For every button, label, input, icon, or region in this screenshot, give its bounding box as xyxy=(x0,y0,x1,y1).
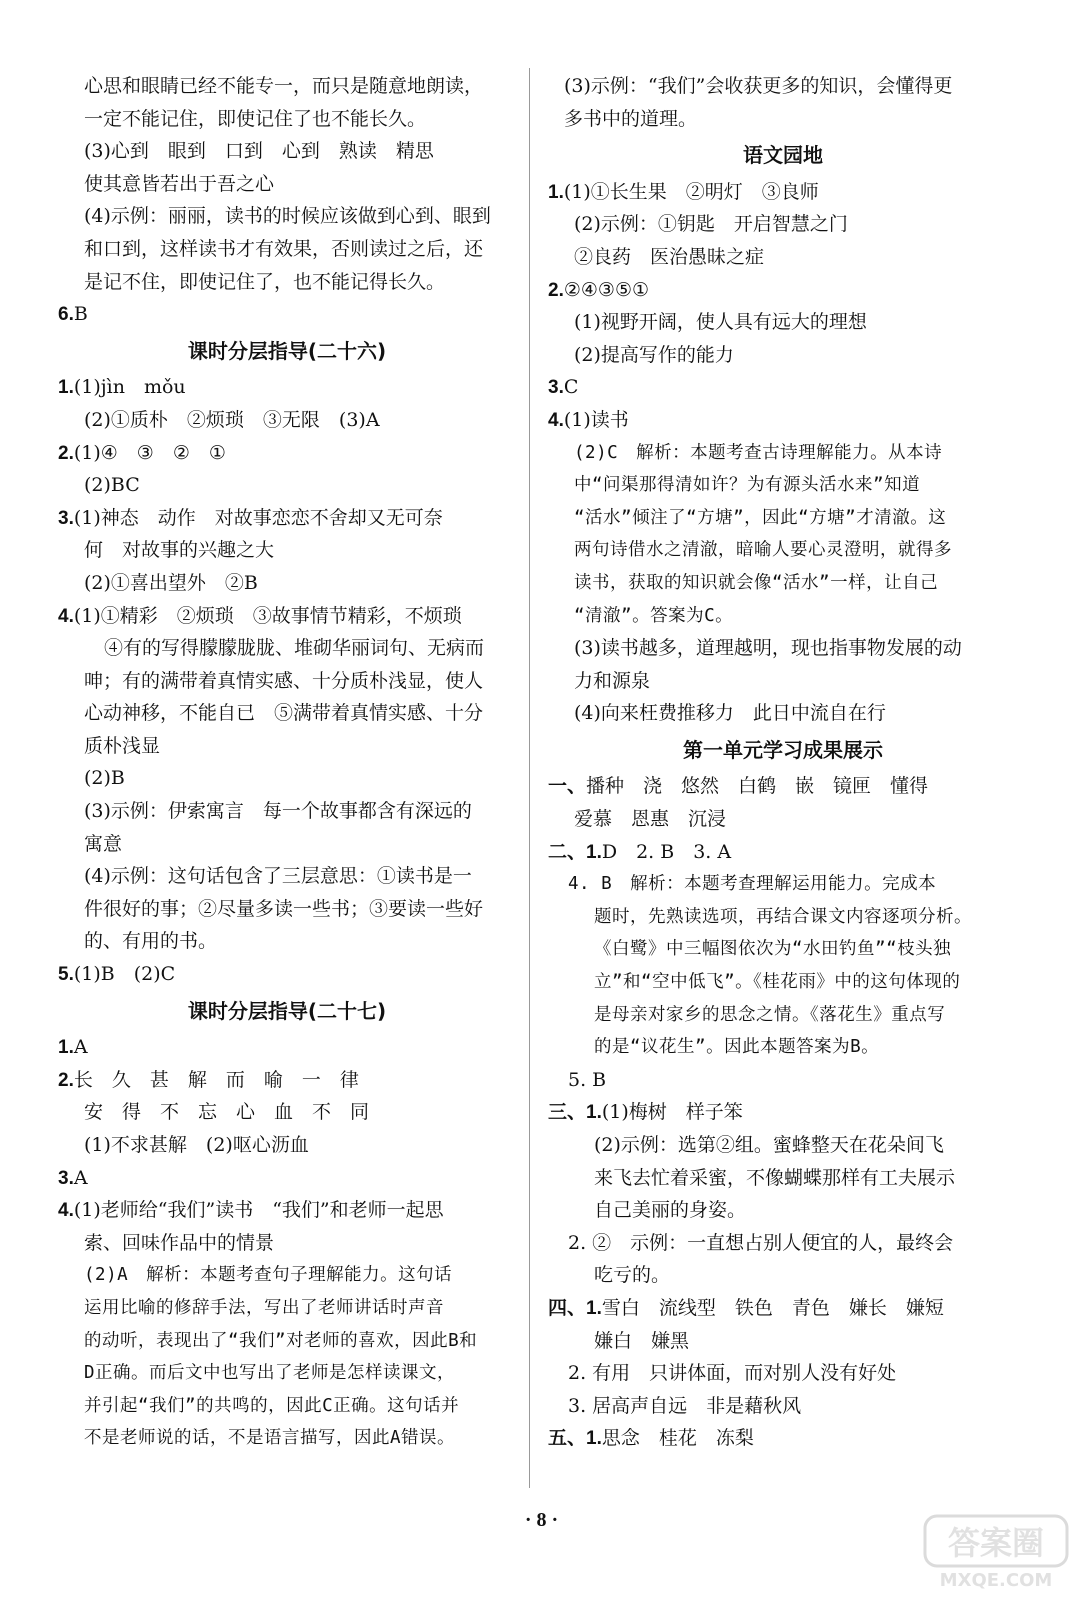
answer-text: 立”和“空中低飞”。《桂花雨》中的这句体现的 xyxy=(594,972,961,993)
answer-item xyxy=(548,371,1018,404)
answer-text: 呻；有的满带着真情实感、十分质朴浅显，使人 xyxy=(84,669,484,692)
answer-text: 是母亲对家乡的思念之情。《落花生》重点写 xyxy=(594,1004,946,1025)
answer-text: (1)视野开阔，使人具有远大的理想 xyxy=(574,311,867,334)
answer-line xyxy=(58,1259,516,1292)
answer-text: (3)示例：伊索寓言 每一个故事都含有深远的 xyxy=(84,800,472,823)
answer-text: (1)读书 xyxy=(563,408,629,431)
answer-text: (2)C 解析：本题考查古诗理解能力。从本诗 xyxy=(574,442,943,463)
answer-line xyxy=(58,1422,516,1455)
answer-line xyxy=(58,1227,516,1260)
answer-line xyxy=(58,135,516,168)
item-number: 1. xyxy=(58,1037,74,1059)
answer-text: 《白鹭》中三幅图依次为“水田钓鱼”“枝头独 xyxy=(594,939,952,960)
item-number: 3. xyxy=(58,1167,74,1189)
answer-text: (2)A 解析：本题考查句子理解能力。这句话 xyxy=(84,1265,453,1286)
answer-item xyxy=(548,770,1018,803)
answer-text: (1)①精彩 ②烦琐 ③故事情节精彩，不烦琐 xyxy=(73,604,462,627)
answer-item xyxy=(548,176,1018,209)
answer-line xyxy=(548,999,1018,1032)
answer-text: (2)提高写作的能力 xyxy=(574,343,734,366)
answer-text: (2)①质朴 ②烦琐 ③无限 (3)A xyxy=(84,408,380,431)
answer-text: 3. 居高声自远 非是藉秋风 xyxy=(568,1394,802,1417)
answer-text: 读书，获取的知识就会像“活水”一样，让自己 xyxy=(574,572,939,593)
answer-text: 并引起“我们”的共鸣的，因此C正确。这句话并 xyxy=(84,1395,460,1416)
answer-line xyxy=(548,502,1018,535)
answer-line xyxy=(58,795,516,828)
answer-item xyxy=(58,600,516,633)
item-number: 4. xyxy=(548,409,564,431)
answer-line xyxy=(58,893,516,926)
answer-text: 吃亏的。 xyxy=(594,1264,671,1287)
answer-text: (1)不求甚解 (2)呕心沥血 xyxy=(84,1134,309,1156)
answer-text: 运用比喻的修辞手法，写出了老师讲话时声音 xyxy=(84,1297,444,1318)
answer-text: 力和源泉 xyxy=(574,669,651,692)
answer-line xyxy=(548,103,1018,136)
answer-text: (2)示例：选第②组。蜜蜂整天在花朵间飞 xyxy=(594,1134,944,1156)
answer-text: 中“问渠那得清如许？为有源头活水来”知道 xyxy=(574,475,921,496)
answer-text: A xyxy=(73,1036,88,1059)
answer-text: 两句诗借水之清澈，暗喻人要心灵澄明，就得多 xyxy=(574,540,952,561)
answer-item xyxy=(548,1096,1018,1129)
answer-text: (2)BC xyxy=(84,474,140,497)
answer-item xyxy=(548,1292,1018,1325)
answer-text: 和口到，这样读书才有效果，否则读过之后，还 xyxy=(84,237,484,260)
answer-item xyxy=(58,437,516,470)
answer-text: 嫌白 嫌黑 xyxy=(594,1329,690,1352)
answer-line xyxy=(58,828,516,861)
answer-line xyxy=(548,339,1018,372)
answer-text: 一定不能记住，即使记住了也不能长久。 xyxy=(84,107,427,130)
item-number: 3. xyxy=(548,377,564,399)
item-number: 1. xyxy=(58,377,74,399)
answer-text: 的是“议花生”。因此本题答案为B。 xyxy=(594,1037,880,1058)
item-number: 4. xyxy=(58,1200,74,1222)
answer-text: 自己美丽的身姿。 xyxy=(594,1199,747,1222)
item-number: 1. xyxy=(548,181,564,203)
answer-text: 寓意 xyxy=(84,832,123,855)
item-number: 2. xyxy=(58,442,74,464)
section-heading: 第一单元学习成果展示 xyxy=(683,737,883,762)
answer-line xyxy=(548,600,1018,633)
section-heading: 语文园地 xyxy=(743,143,823,168)
item-number: 6. xyxy=(58,304,74,326)
answer-item xyxy=(58,1194,516,1227)
answer-line xyxy=(548,1031,1018,1064)
answer-text: (2)B xyxy=(84,767,125,790)
answer-text: 思念 桂花 冻梨 xyxy=(601,1427,754,1450)
answer-line xyxy=(548,534,1018,567)
answer-line xyxy=(58,1390,516,1423)
answer-item xyxy=(548,836,1018,869)
answer-text: (1)老师给“我们”读书 “我们”和老师一起思 xyxy=(73,1199,444,1222)
answer-text: D 2. B 3. A xyxy=(601,840,732,863)
answer-text: ②良药 医治愚昧之症 xyxy=(574,245,765,268)
answer-line xyxy=(58,925,516,958)
answer-line xyxy=(548,469,1018,502)
answer-text: 5. B xyxy=(568,1068,607,1091)
left-column xyxy=(58,70,516,1455)
answer-line xyxy=(548,1129,1018,1162)
answer-line xyxy=(548,665,1018,698)
answer-text: (1)神态 动作 对故事恋恋不舍却又无可奈 xyxy=(73,506,443,529)
item-number: 一、 xyxy=(548,776,587,798)
answer-text: 雪白 流线型 铁色 青色 嫌长 嫌短 xyxy=(601,1296,944,1319)
answer-line xyxy=(548,70,1018,103)
answer-text: 来飞去忙着采蜜，不像蝴蝶那样有工夫展示 xyxy=(594,1166,956,1189)
item-number: 2. xyxy=(548,279,564,301)
answer-text: (1)梅树 样子笨 xyxy=(601,1101,743,1124)
answer-item xyxy=(548,274,1018,307)
answer-text: (1)①长生果 ②明灯 ③良师 xyxy=(563,180,819,203)
item-number: 二、1. xyxy=(548,841,602,863)
answer-line xyxy=(58,860,516,893)
answer-line xyxy=(548,933,1018,966)
answer-item xyxy=(58,502,516,535)
answer-text: 2. 有用 只讲体面，而对别人没有好处 xyxy=(568,1362,897,1385)
answer-text: 件很好的事；②尽量多读一些书；③要读一些好 xyxy=(84,897,484,920)
answer-line xyxy=(58,730,516,763)
answer-item xyxy=(548,1422,1018,1455)
answer-text: (3)读书越多，道理越明，现也指事物发展的动 xyxy=(574,637,962,660)
answer-line xyxy=(548,1325,1018,1358)
answer-text: 索、回味作品中的情景 xyxy=(84,1231,275,1254)
answer-text: 爱慕 恩惠 沉浸 xyxy=(574,808,727,831)
answer-text: 使其意皆若出于吾之心 xyxy=(84,172,275,195)
section-heading: 课时分层指导(二十七) xyxy=(187,998,387,1023)
item-number: 3. xyxy=(58,507,74,529)
answer-line xyxy=(58,168,516,201)
answer-line xyxy=(548,697,1018,730)
answer-line xyxy=(58,567,516,600)
answer-item xyxy=(58,1064,516,1097)
item-number: 四、1. xyxy=(548,1297,602,1319)
watermark-logo xyxy=(923,1514,1069,1592)
answer-line xyxy=(548,241,1018,274)
answer-line xyxy=(58,103,516,136)
answer-text: D正确。而后文中也写出了老师是怎样读课文， xyxy=(84,1363,456,1384)
answer-text: 题时，先熟读选项，再结合课文内容逐项分析。 xyxy=(594,906,972,927)
answer-line xyxy=(58,665,516,698)
answer-item xyxy=(58,371,516,404)
answer-line xyxy=(58,1096,516,1129)
answer-text: 长 久 甚 解 而 喻 一 律 xyxy=(73,1068,359,1091)
answer-line xyxy=(58,266,516,299)
answer-line xyxy=(58,1292,516,1325)
answer-item xyxy=(58,1031,516,1064)
answer-text: (2)①喜出望外 ②B xyxy=(84,571,258,594)
answer-item xyxy=(58,958,516,991)
answer-text: 2. ② 示例：一直想占别人便宜的人，最终会 xyxy=(568,1231,954,1254)
answer-line xyxy=(58,404,516,437)
answer-line xyxy=(58,1357,516,1390)
answer-line xyxy=(548,901,1018,934)
answer-text: 播种 浇 悠然 白鹤 嵌 镜匣 懂得 xyxy=(586,775,929,798)
answer-text: 多书中的道理。 xyxy=(564,107,698,130)
watermark-title: 答案圈 xyxy=(947,1524,1045,1562)
answer-line xyxy=(548,306,1018,339)
answer-text: 心思和眼睛已经不能专一，而只是随意地朗读， xyxy=(84,75,484,97)
answer-line xyxy=(548,803,1018,836)
answer-item xyxy=(58,298,516,331)
answer-text: 是记不住，即使记住了，也不能记得长久。 xyxy=(84,270,446,293)
answer-line xyxy=(548,208,1018,241)
answer-text: (2)示例：①钥匙 开启智慧之门 xyxy=(574,213,848,236)
answer-text: (4)向来枉费推移力 此日中流自在行 xyxy=(574,702,886,725)
answer-line xyxy=(58,534,516,567)
answer-item xyxy=(58,1162,516,1195)
answer-line xyxy=(58,200,516,233)
answer-text: (4)示例：这句话包含了三层意思：①读书是一 xyxy=(84,865,472,888)
watermark-url: MXQE.COM xyxy=(939,1570,1053,1591)
answer-text: 安 得 不 忘 心 血 不 同 xyxy=(84,1101,370,1124)
answer-text: B xyxy=(73,303,88,326)
answer-text: 心动神移，不能自已 ⑤满带着真情实感、十分 xyxy=(84,702,484,725)
answer-text: ②④③⑤① xyxy=(563,278,650,301)
answer-line xyxy=(548,1259,1018,1292)
answer-line xyxy=(58,233,516,266)
answer-text: (3)示例：“我们”会收获更多的知识，会懂得更 xyxy=(564,75,953,97)
answer-line xyxy=(58,1325,516,1358)
answer-text: (1)B (2)C xyxy=(73,963,176,986)
answer-text: (1)④ ③ ② ① xyxy=(73,441,226,464)
answer-line xyxy=(548,1162,1018,1195)
answer-line xyxy=(58,1129,516,1162)
column-divider xyxy=(529,68,530,1488)
answer-line xyxy=(548,1194,1018,1227)
answer-line xyxy=(58,697,516,730)
item-number: 2. xyxy=(58,1069,74,1091)
page-number: · 8 · xyxy=(524,1509,559,1531)
answer-line xyxy=(58,762,516,795)
answer-text: A xyxy=(73,1166,88,1189)
answer-item xyxy=(548,404,1018,437)
item-number: 三、1. xyxy=(548,1102,602,1124)
answer-text: 4. B 解析：本题考查理解运用能力。完成本 xyxy=(568,874,937,895)
answer-text: 何 对故事的兴趣之大 xyxy=(84,539,275,562)
right-column xyxy=(548,70,1018,1455)
answer-line xyxy=(58,469,516,502)
answer-line xyxy=(548,966,1018,999)
answer-text: (3)心到 眼到 口到 心到 熟读 精思 xyxy=(84,140,434,163)
answer-text: “活水”倾注了“方塘”，因此“方塘”才清澈。这 xyxy=(574,507,947,528)
answer-text: (1)jìn mǒu xyxy=(73,376,186,399)
answer-line xyxy=(548,1227,1018,1260)
answer-text: ④有的写得朦朦胧胧、堆砌华丽词句、无病而 xyxy=(104,637,485,660)
answer-text: 质朴浅显 xyxy=(84,734,161,757)
answer-text: “清澈”。答案为C。 xyxy=(574,605,734,626)
answer-line xyxy=(548,1357,1018,1390)
item-number: 五、1. xyxy=(548,1428,602,1450)
answer-line xyxy=(548,437,1018,470)
answer-text: 的、有用的书。 xyxy=(84,930,218,953)
answer-line xyxy=(548,1390,1018,1423)
answer-text: C xyxy=(563,376,579,399)
answer-line xyxy=(548,632,1018,665)
item-number: 4. xyxy=(58,605,74,627)
answer-text: 不是老师说的话，不是语言描写，因此A错误。 xyxy=(84,1428,456,1449)
answer-text: (4)示例：丽丽，读书的时候应该做到心到、眼到 xyxy=(84,205,491,228)
section-heading: 课时分层指导(二十六) xyxy=(187,338,387,363)
answer-line xyxy=(548,868,1018,901)
answer-line xyxy=(58,70,516,103)
answer-line xyxy=(548,567,1018,600)
answer-line xyxy=(548,1064,1018,1097)
answer-line xyxy=(58,632,516,665)
item-number: 5. xyxy=(58,964,74,986)
answer-text: 的动听，表现出了“我们”对老师的喜欢，因此B和 xyxy=(84,1330,478,1351)
